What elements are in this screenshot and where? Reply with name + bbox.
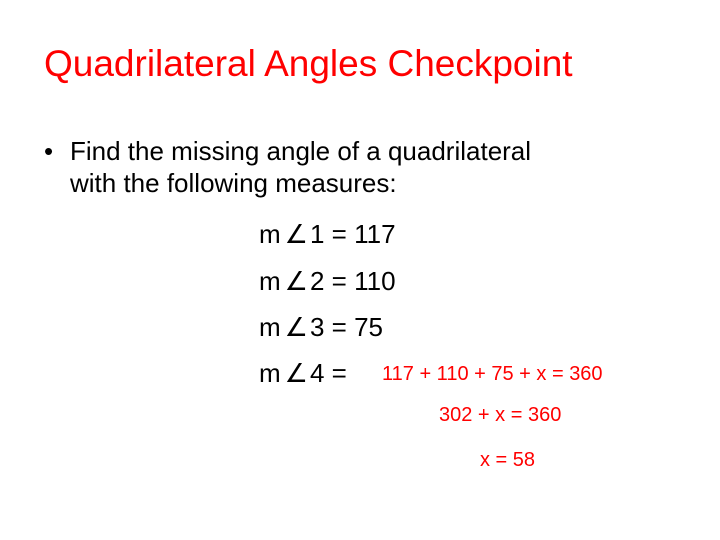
bullet-text-line-1: Find the missing angle of a quadrilateral [70, 136, 532, 166]
measure-prefix: m [259, 219, 281, 249]
solution-step-2: 302 + x = 360 [439, 404, 562, 426]
angle-symbol-icon: ∠ [284, 312, 308, 342]
measure-label: 3 = 75 [309, 312, 383, 342]
angle-symbol-icon: ∠ [284, 219, 308, 249]
angle-symbol-icon: ∠ [284, 266, 308, 296]
measure-prefix: m [259, 266, 281, 296]
angle-measure-1 [259, 218, 396, 250]
measure-label: 1 = 117 [309, 219, 396, 249]
slide-title: Quadrilateral Angles Checkpoint [44, 43, 573, 84]
solution-step-3: x = 58 [480, 449, 536, 471]
bullet-text-line-2: with the following measures: [70, 168, 397, 198]
bullet-symbol: • [44, 136, 54, 166]
angle-measure-4 [259, 357, 347, 389]
measure-prefix: m [259, 312, 281, 342]
measure-label: 4 = [309, 358, 347, 388]
angle-measure-3 [259, 311, 383, 343]
angle-symbol-icon: ∠ [284, 358, 308, 388]
measure-label: 2 = 110 [309, 266, 396, 296]
measure-prefix: m [259, 358, 281, 388]
angle-measure-2 [259, 265, 396, 297]
solution-step-1: 117 + 110 + 75 + x = 360 [382, 363, 603, 385]
